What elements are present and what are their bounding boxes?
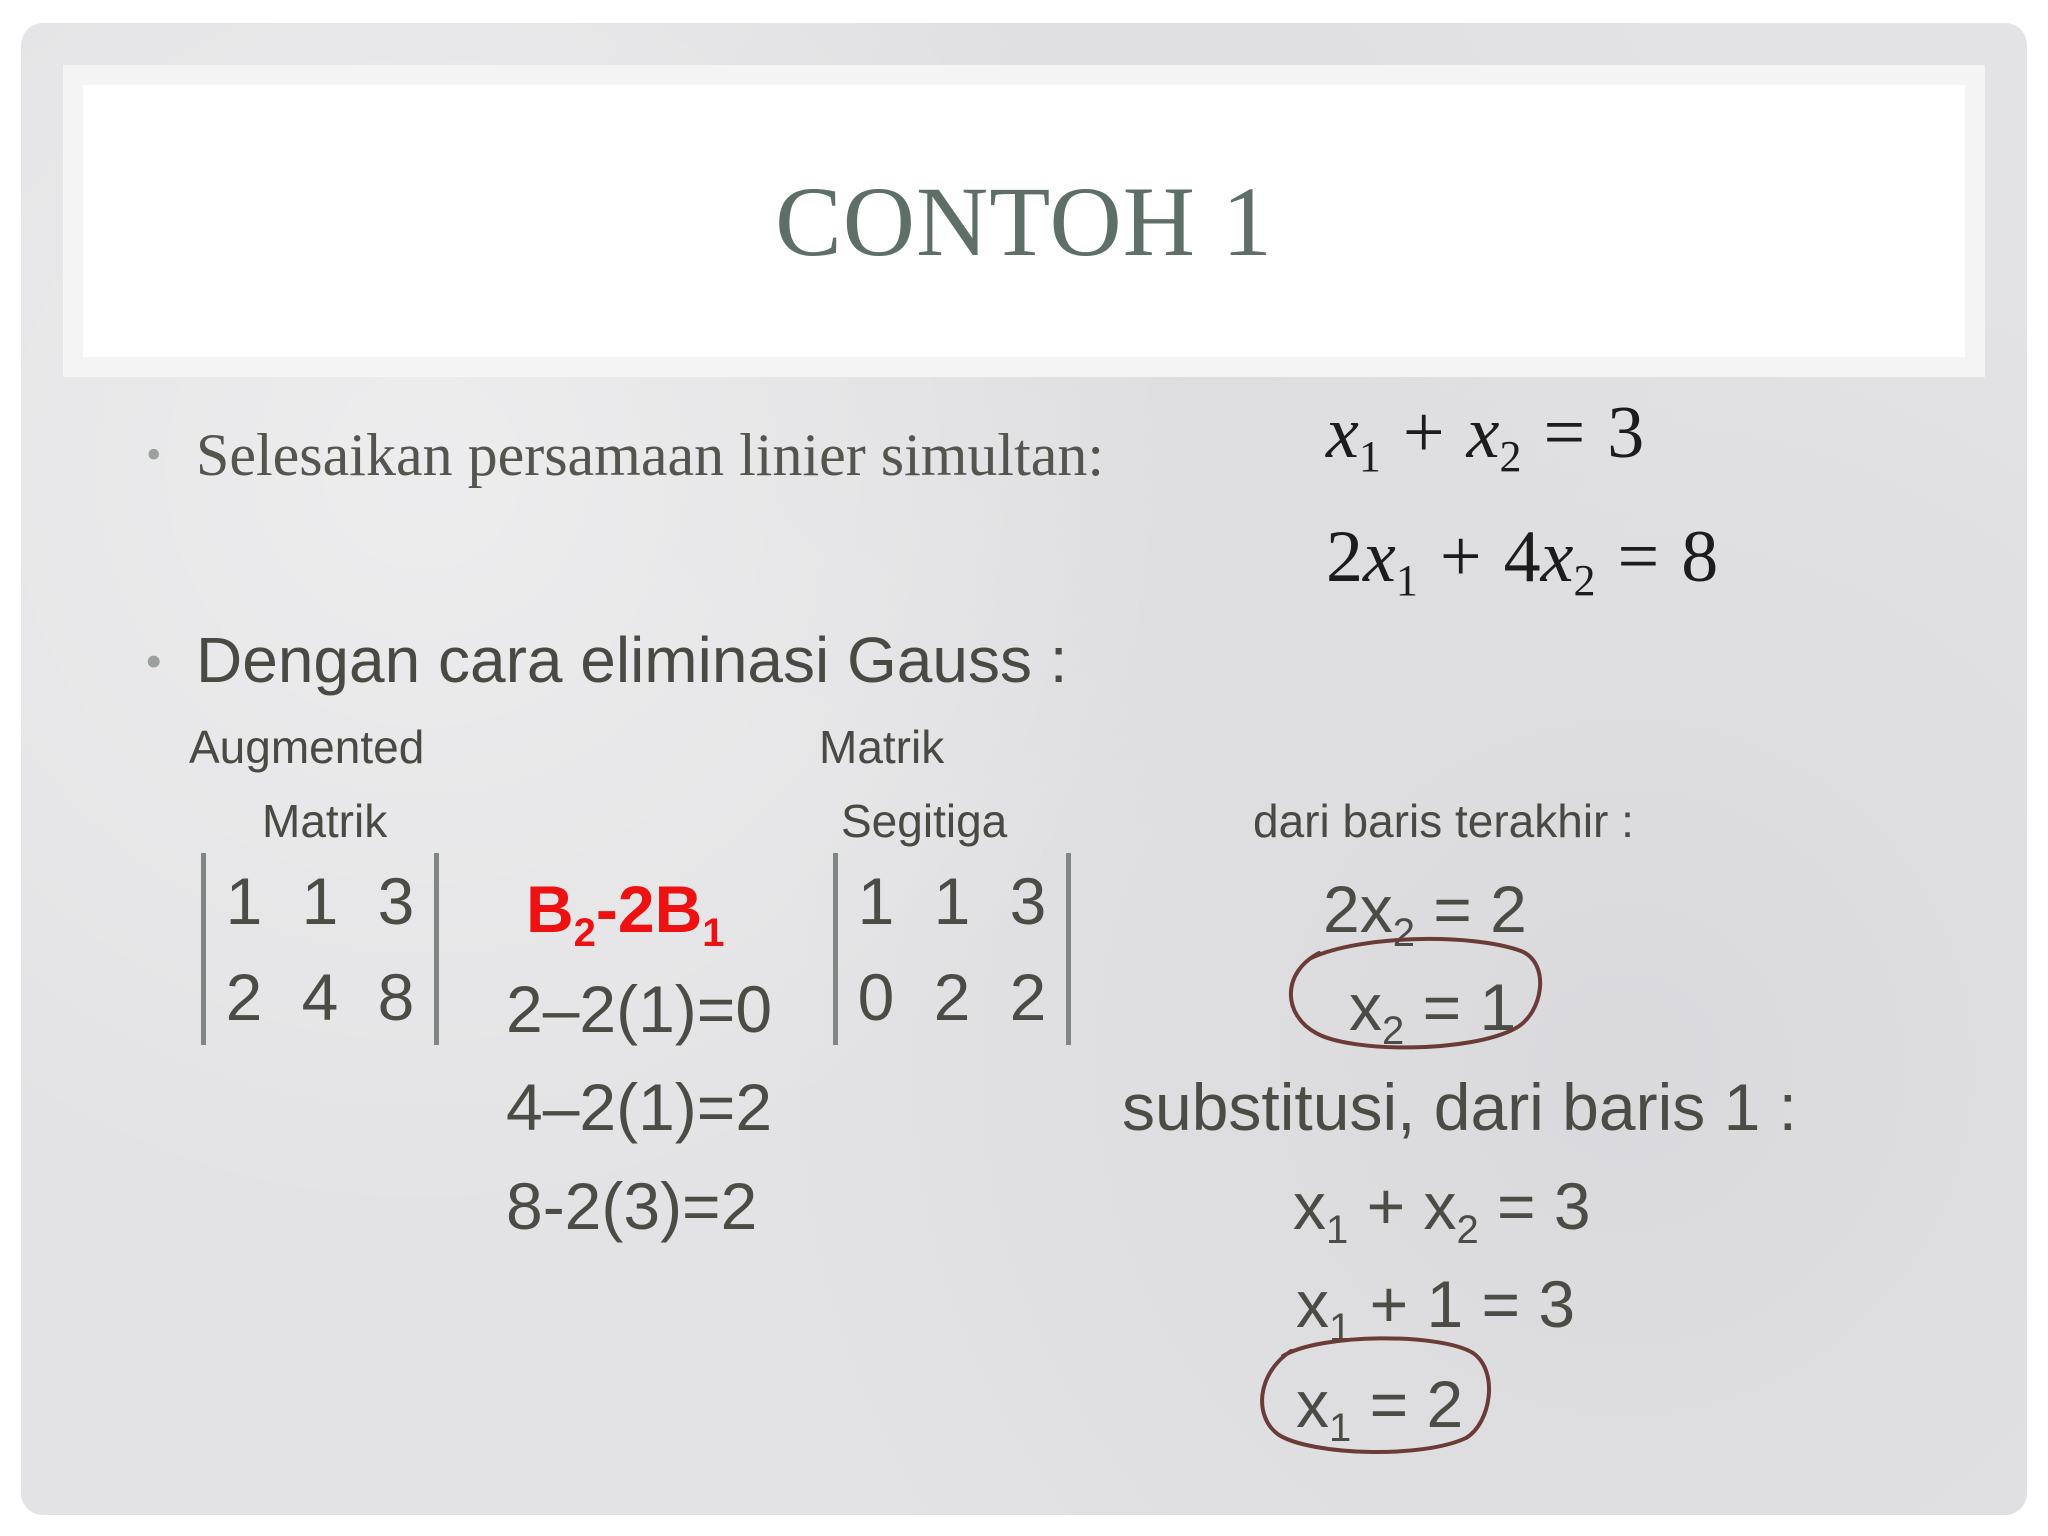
- circle-x1-answer: [1262, 1338, 1489, 1452]
- label-augmented-matrik: Matrik: [262, 795, 388, 847]
- circle-x2-answer: [1291, 939, 1540, 1047]
- solution-step-2: $x_2 = 1$: [1349, 970, 1517, 1053]
- matrix-row: 0 2 2: [857, 960, 1047, 1034]
- matrix-row: 1 1 3: [225, 864, 415, 938]
- solution-step-5: $x_1 = 2$: [1296, 1367, 1464, 1450]
- operation-step-2: 4–2(1)=2: [506, 1070, 773, 1144]
- hand-drawn-circles: [21, 23, 2027, 1515]
- substitution-label: substitusi, dari baris 1 :: [1122, 1070, 1797, 1144]
- bullet-2-text: Dengan cara eliminasi Gauss :: [196, 624, 1068, 696]
- row-operation: $B_2-2B_1$: [526, 872, 725, 955]
- equation-1: $x_1 + x_2 = 3$: [1326, 392, 1645, 481]
- operation-step-1: 2–2(1)=0: [506, 972, 773, 1046]
- slide: [21, 23, 2027, 1515]
- solution-step-1: $2x_2 = 2$: [1323, 872, 1527, 955]
- label-triangular-segitiga: Segitiga: [841, 795, 1008, 847]
- label-triangular-matrik: Matrik: [819, 721, 945, 773]
- matrix-row: 1 1 3: [857, 864, 1047, 938]
- label-augmented: Augmented: [189, 721, 425, 773]
- equation-2: $2x_1 + 4x_2 = 8$: [1326, 516, 1719, 605]
- bullet-dot-icon: •: [146, 430, 162, 479]
- solution-step-3: $x_1 + x_2 = 3$: [1293, 1169, 1591, 1252]
- label-last-row: dari baris terakhir :: [1253, 795, 1634, 847]
- bullet-1-text: Selesaikan persamaan linier simultan:: [196, 422, 1105, 488]
- matrix-row: 2 4 8: [225, 960, 415, 1034]
- slide-title: CONTOH 1: [775, 165, 1273, 277]
- bullet-dot-icon: •: [146, 637, 162, 686]
- solution-step-4: $x_1 + 1 = 3$: [1296, 1267, 1576, 1350]
- operation-step-3: 8-2(3)=2: [506, 1169, 758, 1243]
